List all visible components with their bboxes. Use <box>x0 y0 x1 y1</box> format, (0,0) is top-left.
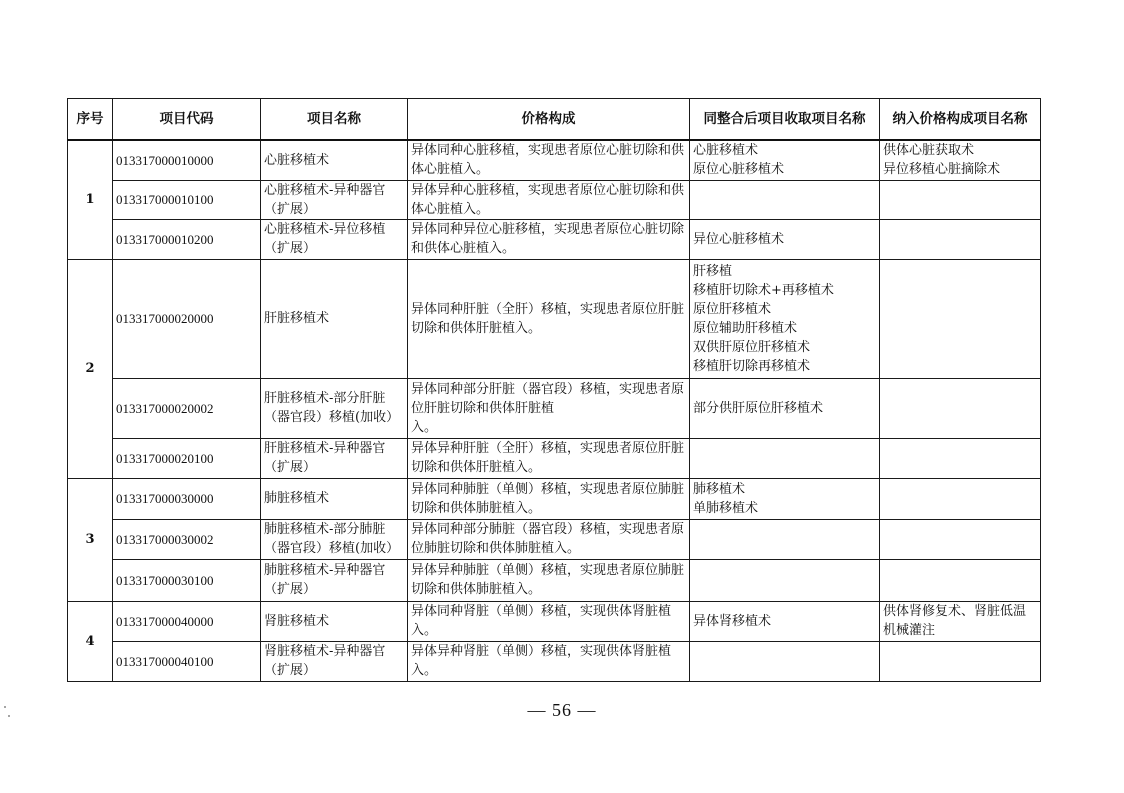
cell-included <box>880 259 1041 378</box>
table-row <box>68 140 1041 180</box>
cell-name: 肾脏移植术 <box>261 601 408 641</box>
cell-code: 013317000010000 <box>113 140 261 180</box>
cell-name: 肺脏移植术 <box>261 478 408 519</box>
cell-merged <box>690 180 880 219</box>
cell-price: 异体同种肾脏（单侧）移植，实现供体肾脏植入。 <box>408 601 690 641</box>
cell-code: 013317000030100 <box>113 559 261 601</box>
cell-included <box>880 478 1041 519</box>
cell-code: 013317000020100 <box>113 438 261 478</box>
cell-merged <box>690 641 880 681</box>
cell-price: 异体同种肝脏（全肝）移植，实现患者原位肝脏切除和供体肝脏植入。 <box>408 259 690 378</box>
page-number: — 56 — <box>527 700 597 720</box>
cell-merged: 心脏移植术 原位心脏移植术 <box>690 140 880 180</box>
header-included: 纳入价格构成项目名称 <box>880 99 1041 141</box>
cell-included <box>880 559 1041 601</box>
header-name: 项目名称 <box>261 99 408 141</box>
cell-name: 肾脏移植术-异种器官（扩展） <box>261 641 408 681</box>
cell-merged: 异体肾移植术 <box>690 601 880 641</box>
cell-price: 异体同种心脏移植，实现患者原位心脏切除和供体心脏植入。 <box>408 140 690 180</box>
table-row <box>68 559 1041 601</box>
cell-code: 013317000010100 <box>113 180 261 219</box>
table-header-row <box>68 99 1041 141</box>
table-row <box>68 378 1041 438</box>
cell-name: 肝脏移植术-部分肝脏（器官段）移植(加收） <box>261 378 408 438</box>
table-row <box>68 259 1041 378</box>
cell-seq: 4 <box>68 601 113 681</box>
cell-name: 心脏移植术-异种器官（扩展） <box>261 180 408 219</box>
cell-included <box>880 219 1041 259</box>
scan-speck <box>4 706 6 708</box>
cell-code: 013317000010200 <box>113 219 261 259</box>
header-seq: 序号 <box>68 99 113 141</box>
cell-price: 异体同种异位心脏移植，实现患者原位心脏切除和供体心脏植入。 <box>408 219 690 259</box>
cell-included <box>880 378 1041 438</box>
cell-included <box>880 180 1041 219</box>
cell-price: 异体异种肾脏（单侧）移植，实现供体肾脏植入。 <box>408 641 690 681</box>
cell-code: 013317000040100 <box>113 641 261 681</box>
cell-included <box>880 519 1041 559</box>
table-row <box>68 641 1041 681</box>
cell-price: 异体同种部分肺脏（器官段）移植，实现患者原位肺脏切除和供体肺脏植入。 <box>408 519 690 559</box>
cell-code: 013317000020000 <box>113 259 261 378</box>
table-row <box>68 478 1041 519</box>
header-price: 价格构成 <box>408 99 690 141</box>
cell-name: 肝脏移植术-异种器官（扩展） <box>261 438 408 478</box>
cell-included: 供体肾修复术、肾脏低温机械灌注 <box>880 601 1041 641</box>
price-table <box>67 98 1041 682</box>
cell-merged: 部分供肝原位肝移植术 <box>690 378 880 438</box>
table-row <box>68 219 1041 259</box>
cell-code: 013317000040000 <box>113 601 261 641</box>
header-merged: 同整合后项目收取项目名称 <box>690 99 880 141</box>
table-row <box>68 601 1041 641</box>
scan-speck <box>8 715 10 717</box>
cell-price: 异体异种肝脏（全肝）移植，实现患者原位肝脏切除和供体肝脏植入。 <box>408 438 690 478</box>
cell-name: 心脏移植术-异位移植（扩展） <box>261 219 408 259</box>
header-code: 项目代码 <box>113 99 261 141</box>
cell-code: 013317000020002 <box>113 378 261 438</box>
table-row <box>68 438 1041 478</box>
cell-included <box>880 438 1041 478</box>
cell-seq: 1 <box>68 140 113 259</box>
cell-code: 013317000030002 <box>113 519 261 559</box>
cell-merged: 异位心脏移植术 <box>690 219 880 259</box>
cell-included <box>880 641 1041 681</box>
cell-merged <box>690 519 880 559</box>
cell-name: 肺脏移植术-异种器官（扩展） <box>261 559 408 601</box>
cell-price: 异体异种肺脏（单侧）移植，实现患者原位肺脏切除和供体肺脏植入。 <box>408 559 690 601</box>
cell-merged <box>690 438 880 478</box>
cell-merged: 肝移植 移植肝切除术+再移植术 原位肝移植术 原位辅助肝移植术 双供肝原位肝移植术 移植肝切除再移植术 <box>690 259 880 378</box>
cell-code: 013317000030000 <box>113 478 261 519</box>
cell-name: 肝脏移植术 <box>261 259 408 378</box>
cell-merged: 肺移植术 单肺移植术 <box>690 478 880 519</box>
cell-name: 肺脏移植术-部分肺脏（器官段）移植(加收） <box>261 519 408 559</box>
cell-seq: 2 <box>68 259 113 478</box>
table-row <box>68 519 1041 559</box>
cell-name: 心脏移植术 <box>261 140 408 180</box>
cell-price: 异体同种肺脏（单侧）移植，实现患者原位肺脏切除和供体肺脏植入。 <box>408 478 690 519</box>
cell-price: 异体异种心脏移植，实现患者原位心脏切除和供体心脏植入。 <box>408 180 690 219</box>
cell-seq: 3 <box>68 478 113 601</box>
table-body <box>68 140 1041 681</box>
cell-included: 供体心脏获取术 异位移植心脏摘除术 <box>880 140 1041 180</box>
cell-merged <box>690 559 880 601</box>
table-row <box>68 180 1041 219</box>
cell-price: 异体同种部分肝脏（器官段）移植，实现患者原位肝脏切除和供体肝脏植 入。 <box>408 378 690 438</box>
